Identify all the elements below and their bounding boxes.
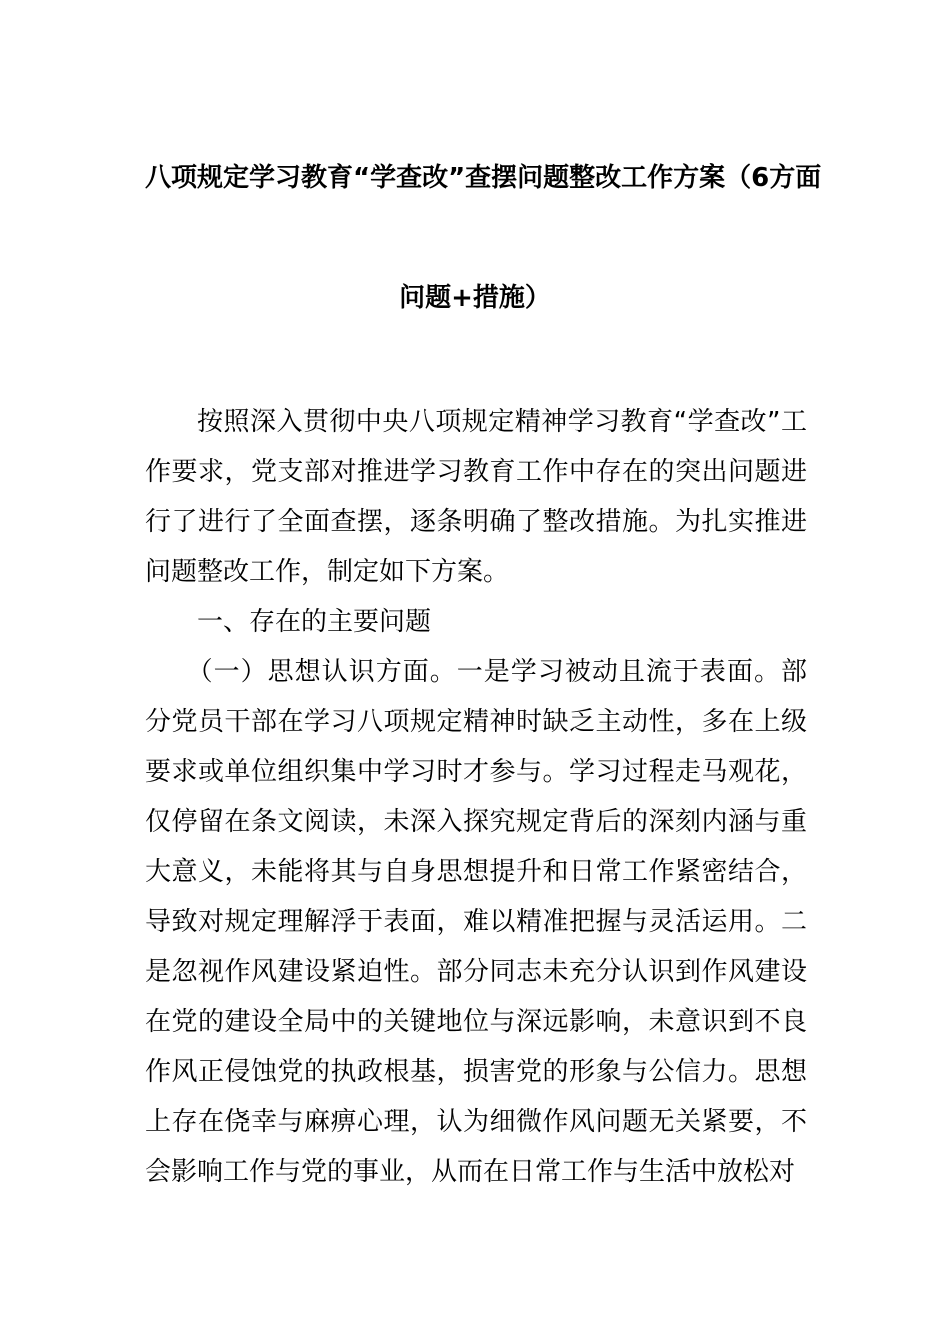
subsection-paragraph: （一）思想认识方面。一是学习被动且流于表面。部分党员干部在学习八项规定精神时缺乏主动性，多在上级要求或单位组织集中学习时才参与。学习过程走马观花，仅停留在条文阅读，未深入探究规定背后的深刻内涵与重大意义，未能将其与自身思想提升和日常工作紧密结合，导致对规定理解浮于表面，难以精准把握与灵活运用。二是忽视作风建设紧迫性。部分同志未充分认识到作风建设在党的建设全局中的关键地位与深远影响，未意识到不良作风正侵蚀党的执政根基，损害党的形象与公信力。思想上存在侥幸与麻痹心理，认为细微作风问题无关紧要，不会影响工作与党的事业，从而在日常工作与生活中放松对	[145, 657, 807, 1187]
intro-paragraph: 按照深入贯彻中央八项规定精神学习教育“学查改”工作要求，党支部对推进学习教育工作中存在的突出问题进行了进行了全面查摆，逐条明确了整改措施。为扎实推进问题整改工作，制定如下方案。	[145, 407, 807, 587]
document-title-line-1: 八项规定学习教育“学查改”查摆问题整改工作方案（6方面	[145, 163, 822, 193]
document-body	[145, 397, 807, 1197]
section-heading: 一、存在的主要问题	[197, 607, 432, 637]
document-title-line-2: 问题+措施）	[399, 283, 551, 313]
